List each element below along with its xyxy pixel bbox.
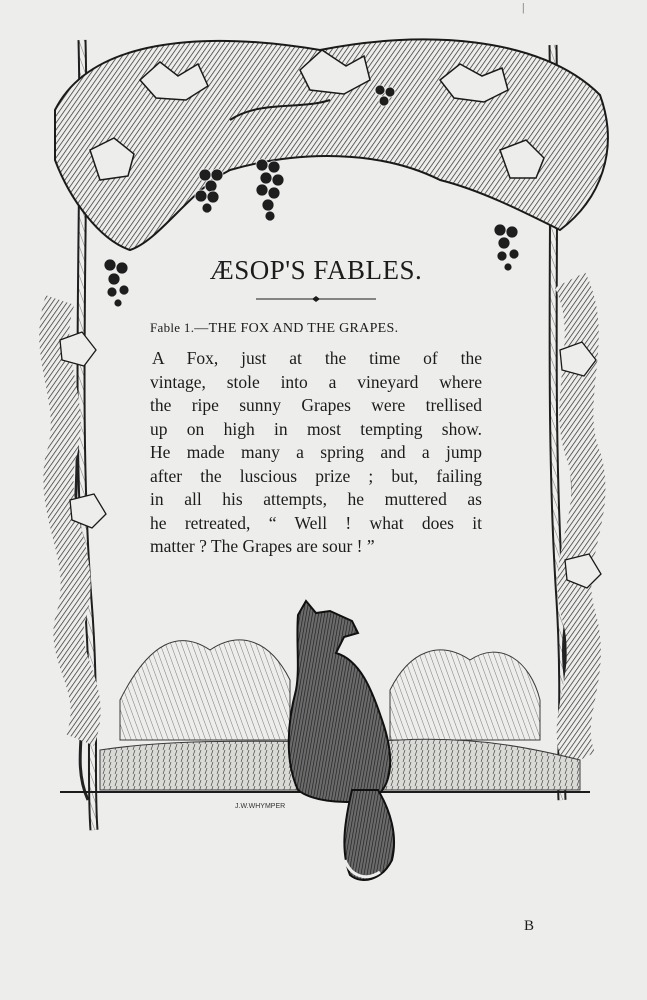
page-signature-letter: B (524, 918, 535, 934)
text-panel (150, 252, 482, 559)
body-line: in all his attempts, he muttered as (150, 489, 482, 509)
top-vine-foliage (55, 39, 608, 250)
body-line: the ripe sunny Grapes were trellised (150, 395, 482, 415)
rule-ornament (256, 294, 376, 304)
fox-illustration (289, 601, 394, 880)
page-edge-mark: | (522, 0, 525, 14)
fable-title: —THE FOX AND THE GRAPES. (194, 321, 399, 336)
book-title: ÆSOP'S FABLES. (209, 255, 423, 285)
body-line: up on high in most tempting show. (150, 418, 482, 439)
fable-body (150, 347, 482, 559)
body-line: he retreated, “ Well ! what does it (150, 512, 482, 533)
body-line: after the luscious prize ; but, failing (150, 465, 482, 486)
body-line: A Fox, just at the time of the (152, 348, 482, 368)
fable-heading (150, 320, 482, 337)
body-line: matter ? The Grapes are sour ! ” (150, 536, 375, 556)
body-line: vintage, stole into a vineyard where (150, 371, 482, 392)
body-line: He made many a spring and a jump (150, 442, 482, 462)
engraver-signature: J.W.WHYMPER (235, 803, 286, 810)
fable-label: Fable 1. (150, 320, 195, 335)
